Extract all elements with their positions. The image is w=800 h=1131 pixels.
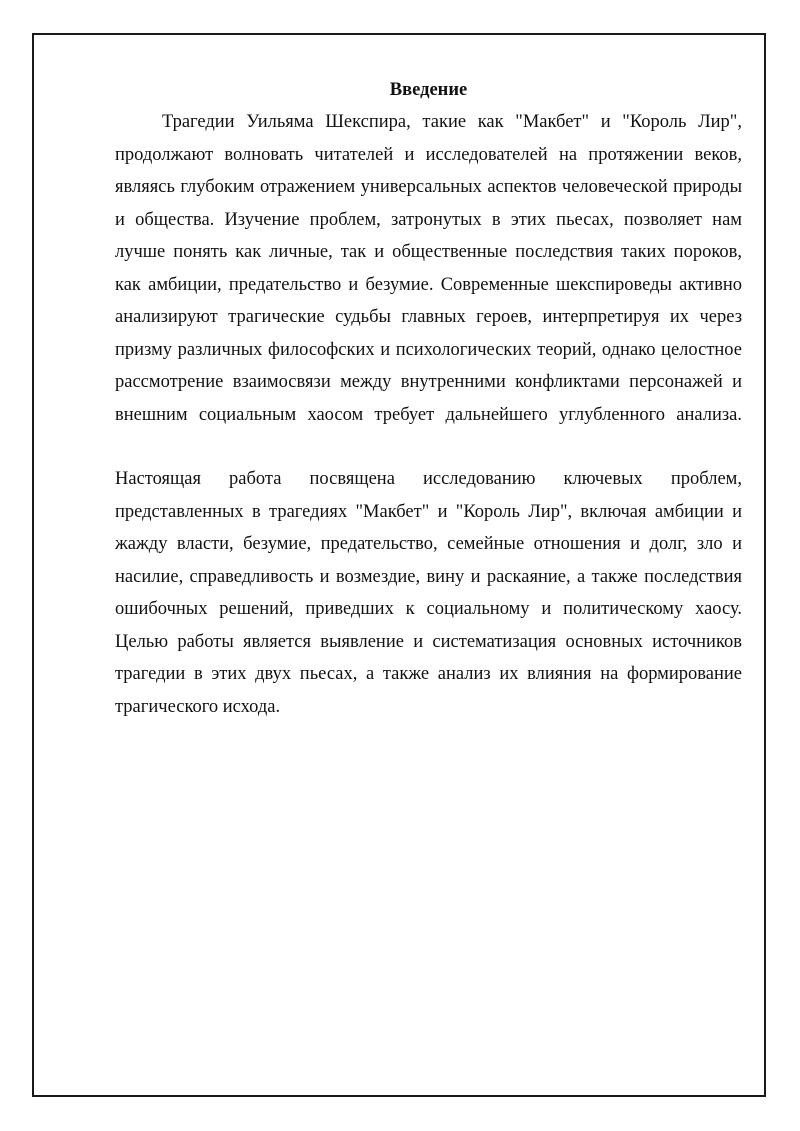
paragraph-purpose: Настоящая работа посвящена исследованию ключевых проблем, представленных в трагедиях "Макбет" и "Король Лир", включая амбиции и жажду власти, безумие, предательство, семейные отношения и долг, зло и насилие, справедливость и возмездие, вину и раскаяние, а также последствия ошибочных решений, приведших к социальному и политическому хаосу. Целью работы является выявление и систематизация основных источников трагедии в этих двух пьесах, а также анализ их влияния на формирование трагического исхода.	[115, 469, 742, 717]
document-title: Введение	[389, 80, 468, 100]
document-body	[115, 74, 742, 723]
paragraph-introduction: Трагедии Уильяма Шекспира, такие как "Макбет" и "Король Лир", продолжают волновать читателей и исследователей на протяжении веков, являясь глубоким отражением универсальных аспектов человеческой природы и общества. Изучение проблем, затронутых в этих пьесах, позволяет нам лучше понять как личные, так и общественные последствия таких пороков, как амбиции, предательство и безумие. Современные шекспироведы активно анализируют трагические судьбы главных героев, интерпретируя их через призму различных философских и психологических теорий, однако целостное рассмотрение взаимосвязи между внутренними конфликтами персонажей и внешним социальным хаосом требует дальнейшего углубленного анализа.	[115, 112, 742, 425]
